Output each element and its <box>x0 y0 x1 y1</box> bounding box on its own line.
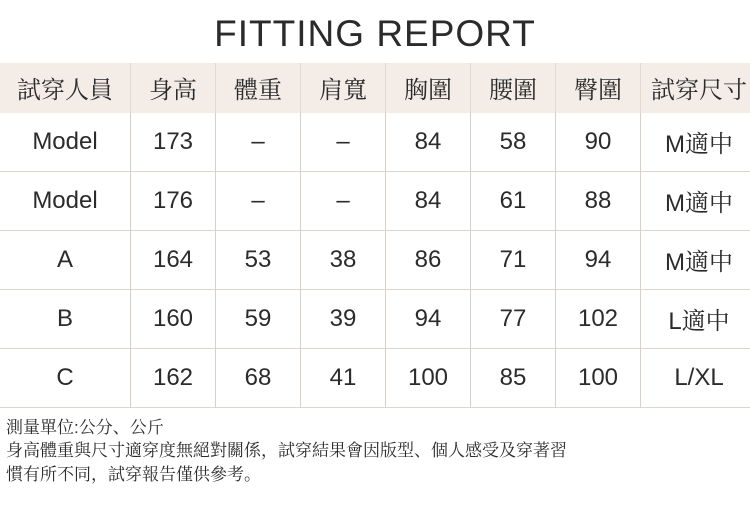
cell-bust: 84 <box>386 113 471 172</box>
cell-model: A <box>0 230 131 289</box>
note-line-unit: 測量單位:公分、公斤 <box>6 417 164 437</box>
cell-size: L/XL <box>641 348 750 407</box>
note-line-disclaimer-2: 慣有所不同，試穿報告僅供參考。 <box>6 464 261 484</box>
cell-hip: 88 <box>556 171 641 230</box>
cell-shoulder: – <box>301 171 386 230</box>
column-header-size: 試穿尺寸 <box>641 63 750 113</box>
cell-waist: 71 <box>471 230 556 289</box>
cell-height: 173 <box>131 113 216 172</box>
column-header-waist: 腰圍 <box>471 63 556 113</box>
column-header-height: 身高 <box>131 63 216 113</box>
note-line-disclaimer-1: 身高體重與尺寸適穿度無絕對關係，試穿結果會因版型、個人感受及穿著習 <box>6 441 567 461</box>
cell-waist: 61 <box>471 171 556 230</box>
column-header-model: 試穿人員 <box>0 63 131 113</box>
cell-size: M適中 <box>641 230 750 289</box>
cell-size: L適中 <box>641 289 750 348</box>
cell-waist: 77 <box>471 289 556 348</box>
cell-weight: 53 <box>216 230 301 289</box>
table-row <box>0 348 750 407</box>
cell-shoulder: 38 <box>301 230 386 289</box>
table-row <box>0 171 750 230</box>
cell-shoulder: – <box>301 113 386 172</box>
fitting-report-table <box>0 63 750 408</box>
cell-hip: 100 <box>556 348 641 407</box>
table-row <box>0 230 750 289</box>
cell-bust: 100 <box>386 348 471 407</box>
cell-shoulder: 41 <box>301 348 386 407</box>
cell-waist: 85 <box>471 348 556 407</box>
table-row <box>0 289 750 348</box>
cell-model: Model <box>0 113 131 172</box>
cell-bust: 84 <box>386 171 471 230</box>
cell-weight: 59 <box>216 289 301 348</box>
cell-weight: 68 <box>216 348 301 407</box>
column-header-bust: 胸圍 <box>386 63 471 113</box>
cell-weight: – <box>216 113 301 172</box>
table-body <box>0 113 750 408</box>
cell-height: 176 <box>131 171 216 230</box>
cell-height: 164 <box>131 230 216 289</box>
cell-hip: 94 <box>556 230 641 289</box>
table-header-row <box>0 63 750 113</box>
cell-model: B <box>0 289 131 348</box>
cell-bust: 86 <box>386 230 471 289</box>
cell-model: Model <box>0 171 131 230</box>
cell-size: M適中 <box>641 171 750 230</box>
cell-weight: – <box>216 171 301 230</box>
cell-model: C <box>0 348 131 407</box>
column-header-shoulder: 肩寬 <box>301 63 386 113</box>
table-header <box>0 63 750 113</box>
cell-size: M適中 <box>641 113 750 172</box>
measurement-notes <box>0 408 750 486</box>
column-header-weight: 體重 <box>216 63 301 113</box>
page-title: FITTING REPORT <box>214 13 536 54</box>
column-header-hip: 臀圍 <box>556 63 641 113</box>
cell-height: 162 <box>131 348 216 407</box>
cell-hip: 102 <box>556 289 641 348</box>
cell-shoulder: 39 <box>301 289 386 348</box>
cell-bust: 94 <box>386 289 471 348</box>
cell-waist: 58 <box>471 113 556 172</box>
cell-hip: 90 <box>556 113 641 172</box>
cell-height: 160 <box>131 289 216 348</box>
table-row <box>0 113 750 172</box>
